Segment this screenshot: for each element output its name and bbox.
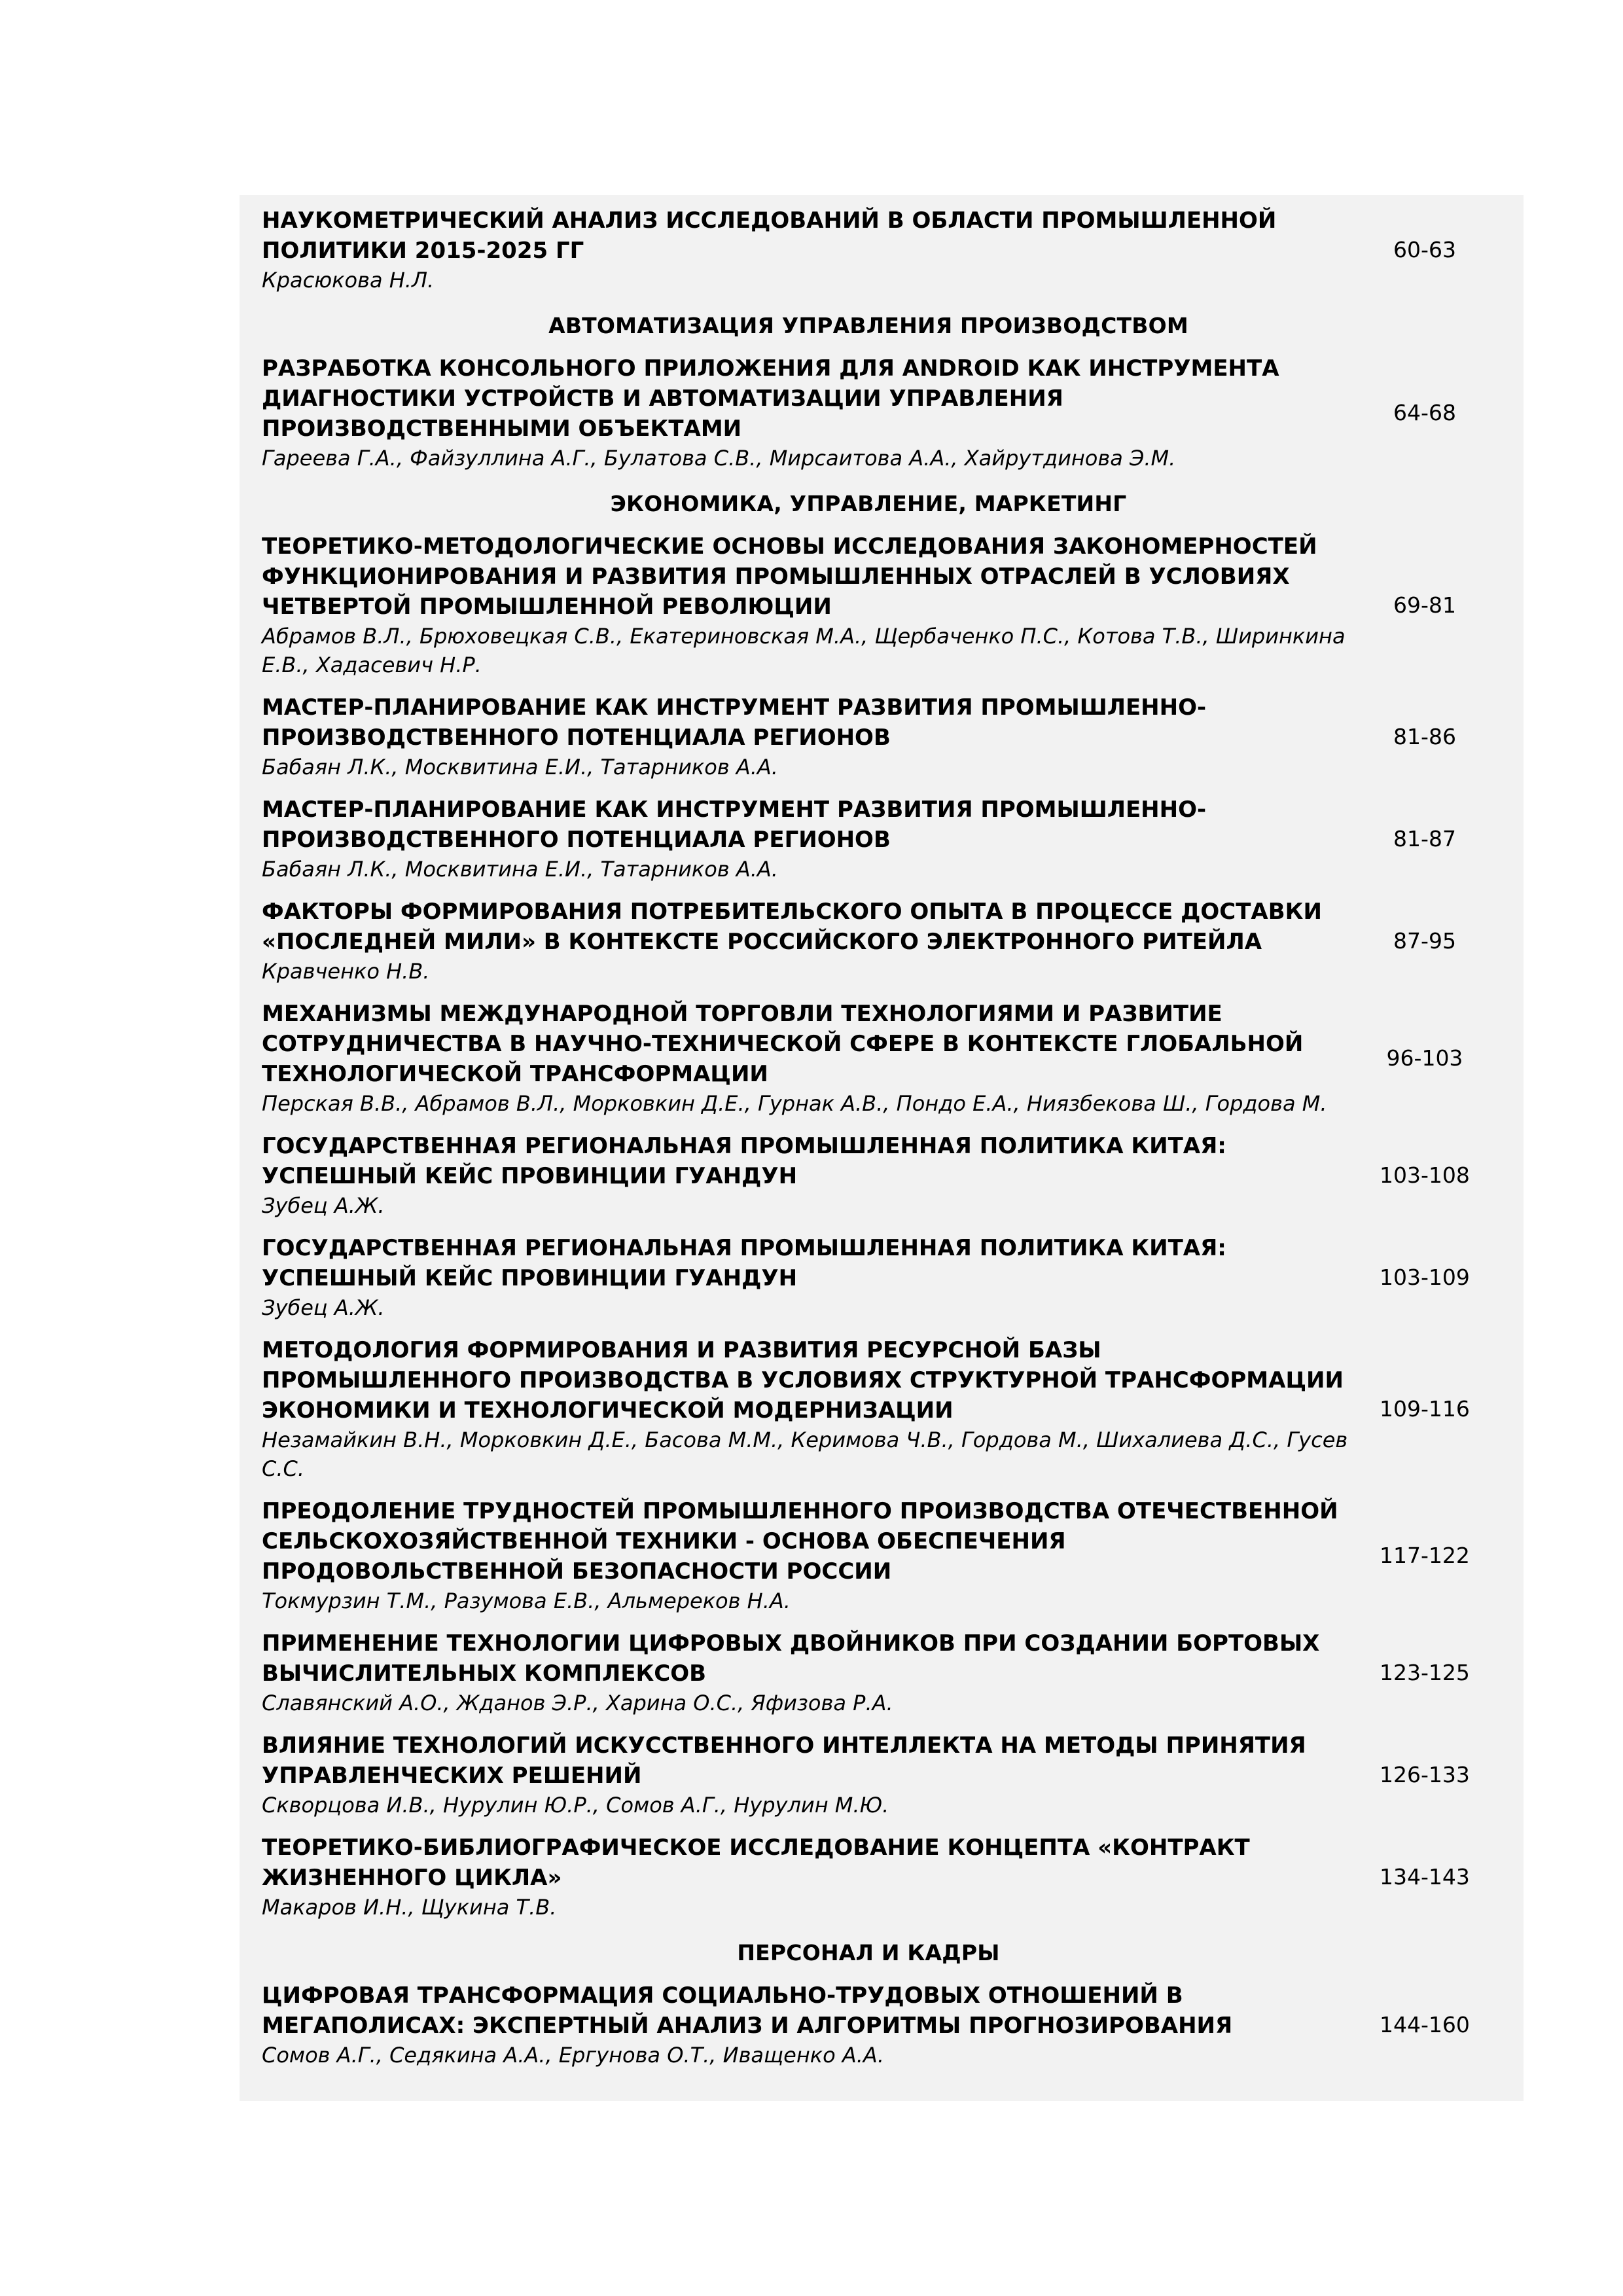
toc-entry-text [240,1731,1352,1820]
article-authors: Макаров И.Н., Щукина Т.В. [262,1895,557,1920]
toc-entry-text [240,1628,1352,1717]
toc-entry-text [240,1496,1352,1615]
article-title: ФАКТОРЫ ФОРМИРОВАНИЯ ПОТРЕБИТЕЛЬСКОГО ОПЫТА В ПРОЦЕССЕ ДОСТАВКИ «ПОСЛЕДНЕЙ МИЛИ» В КОНТЕКСТЕ РОССИЙСКОГО ЭЛЕКТРОННОГО РИТЕЙЛА [262,899,1322,955]
section-heading: АВТОМАТИЗАЦИЯ УПРАВЛЕНИЯ ПРОИЗВОДСТВОМ [548,313,1188,338]
toc-entry[interactable] [240,1127,1524,1229]
article-title: ВЛИЯНИЕ ТЕХНОЛОГИЙ ИСКУССТВЕННОГО ИНТЕЛЛЕКТА НА МЕТОДЫ ПРИНЯТИЯ УПРАВЛЕНЧЕСКИХ РЕШЕНИЙ [262,1732,1306,1789]
article-authors: Сомов А.Г., Седякина А.А., Ергунова О.Т., Иващенко А.А. [262,2043,884,2068]
section-heading: ЭКОНОМИКА, УПРАВЛЕНИЕ, МАРКЕТИНГ [610,491,1127,516]
article-title: РАЗРАБОТКА КОНСОЛЬНОГО ПРИЛОЖЕНИЯ ДЛЯ ANDROID КАК ИНСТРУМЕНТА ДИАГНОСТИКИ УСТРОЙСТВ И АВТОМАТИЗАЦИИ УПРАВЛЕНИЯ ПРОИЗВОДСТВЕННЫМИ ОБЪЕКТАМИ [262,355,1279,442]
toc-entry[interactable] [240,1624,1524,1727]
article-title: ГОСУДАРСТВЕННАЯ РЕГИОНАЛЬНАЯ ПРОМЫШЛЕННАЯ ПОЛИТИКА КИТАЯ: УСПЕШНЫЙ КЕЙС ПРОВИНЦИИ ГУАНДУН [262,1133,1226,1189]
page-range: 103-108 [1380,1162,1470,1188]
article-authors: Гареева Г.А., Файзуллина А.Г., Булатова С.В., Мирсаитова А.А., Хайрутдинова Э.М. [262,446,1176,471]
toc-entry-text [240,353,1352,473]
article-title: ПРИМЕНЕНИЕ ТЕХНОЛОГИИ ЦИФРОВЫХ ДВОЙНИКОВ ПРИ СОЗДАНИИ БОРТОВЫХ ВЫЧИСЛИТЕЛЬНЫХ КОМПЛЕКСОВ [262,1630,1320,1687]
toc-entry[interactable] [240,1829,1524,1931]
article-authors: Бабаян Л.К., Москвитина Е.И., Татарников А.А. [262,755,778,780]
article-authors: Скворцова И.В., Нурулин Ю.Р., Сомов А.Г., Нурулин М.Ю. [262,1793,889,1818]
toc-entry-text [240,999,1352,1118]
page-range: 126-133 [1380,1762,1470,1787]
article-title: МЕХАНИЗМЫ МЕЖДУНАРОДНОЙ ТОРГОВЛИ ТЕХНОЛОГИЯМИ И РАЗВИТИЕ СОТРУДНИЧЕСТВА В НАУЧНО-ТЕХНИЧЕСКОЙ СФЕРЕ В КОНТЕКСТЕ ГЛОБАЛЬНОЙ ТЕХНОЛОГИЧЕСКОЙ ТРАНСФОРМАЦИИ [262,1001,1304,1087]
article-authors: Кравченко Н.В. [262,959,430,984]
toc-entry-text [240,531,1352,679]
toc-entry-text [240,1833,1352,1922]
article-authors: Незамайкин В.Н., Морковкин Д.Е., Басова М.М., Керимова Ч.В., Гордова М., Шихалиева Д.С., Гусев С.С. [262,1427,1348,1481]
toc-entry[interactable] [240,995,1524,1127]
article-title: ТЕОРЕТИКО-БИБЛИОГРАФИЧЕСКОЕ ИССЛЕДОВАНИЕ КОНЦЕПТА «КОНТРАКТ ЖИЗНЕННОГО ЦИКЛА» [262,1835,1250,1891]
section-heading: ПЕРСОНАЛ И КАДРЫ [737,1940,1000,1965]
article-title: МАСТЕР-ПЛАНИРОВАНИЕ КАК ИНСТРУМЕНТ РАЗВИТИЯ ПРОМЫШЛЕННО-ПРОИЗВОДСТВЕННОГО ПОТЕНЦИАЛА РЕГИОНОВ [262,694,1207,751]
toc-entry[interactable] [240,1492,1524,1624]
toc-entry-text [240,692,1352,781]
page-range: 144-160 [1380,2012,1470,2037]
article-title: ГОСУДАРСТВЕННАЯ РЕГИОНАЛЬНАЯ ПРОМЫШЛЕННАЯ ПОЛИТИКА КИТАЯ: УСПЕШНЫЙ КЕЙС ПРОВИНЦИИ ГУАНДУН [262,1235,1226,1291]
toc-entry[interactable] [240,1331,1524,1492]
page-range: 60-63 [1393,237,1456,262]
article-authors: Токмурзин Т.М., Разумова Е.В., Альмереков Н.А. [262,1588,791,1613]
article-title: ПРЕОДОЛЕНИЕ ТРУДНОСТЕЙ ПРОМЫШЛЕННОГО ПРОИЗВОДСТВА ОТЕЧЕСТВЕННОЙ СЕЛЬСКОХОЗЯЙСТВЕННОЙ ТЕХНИКИ - ОСНОВА ОБЕСПЕЧЕНИЯ ПРОДОВОЛЬСТВЕННОЙ БЕЗОПАСНОСТИ РОССИИ [262,1498,1338,1585]
page-range: 123-125 [1380,1660,1470,1685]
article-authors: Перская В.В., Абрамов В.Л., Морковкин Д.Е., Гурнак А.В., Пондо Е.А., Ниязбекова Ш., Гордова М. [262,1091,1327,1116]
toc-entry[interactable] [240,350,1524,482]
page-range: 64-68 [1393,400,1456,425]
article-authors: Красюкова Н.Л. [262,268,435,293]
article-authors: Абрамов В.Л., Брюховецкая С.В., Екатериновская М.А., Щербаченко П.С., Котова Т.В., Ширинкина Е.В., Хадасевич Н.Р. [262,624,1346,677]
page-range: 69-81 [1393,592,1456,618]
article-authors: Зубец А.Ж. [262,1295,385,1320]
toc-entry-text [240,206,1352,295]
article-authors: Зубец А.Ж. [262,1193,385,1218]
toc-entry[interactable] [240,1977,1524,2079]
article-title: МАСТЕР-ПЛАНИРОВАНИЕ КАК ИНСТРУМЕНТ РАЗВИТИЯ ПРОМЫШЛЕННО-ПРОИЗВОДСТВЕННОГО ПОТЕНЦИАЛА РЕГИОНОВ [262,797,1207,853]
page-range: 109-116 [1380,1396,1470,1422]
toc-entry[interactable] [240,1727,1524,1829]
toc-entry-text [240,1335,1352,1483]
toc-entry-text [240,1233,1352,1322]
toc-entry[interactable] [240,528,1524,689]
page-range: 81-86 [1393,724,1456,749]
toc-entry-text [240,795,1352,884]
toc-entry[interactable] [240,1229,1524,1331]
article-title: ЦИФРОВАЯ ТРАНСФОРМАЦИЯ СОЦИАЛЬНО-ТРУДОВЫХ ОТНОШЕНИЙ В МЕГАПОЛИСАХ: ЭКСПЕРТНЫЙ АНАЛИЗ И АЛГОРИТМЫ ПРОГНОЗИРОВАНИЯ [262,1982,1233,2039]
article-title: НАУКОМЕТРИЧЕСКИЙ АНАЛИЗ ИССЛЕДОВАНИЙ В ОБЛАСТИ ПРОМЫШЛЕННОЙ ПОЛИТИКИ 2015-2025 ГГ [262,207,1277,264]
toc-list [240,202,1524,2079]
article-title: ТЕОРЕТИКО-МЕТОДОЛОГИЧЕСКИЕ ОСНОВЫ ИССЛЕДОВАНИЯ ЗАКОНОМЕРНОСТЕЙ ФУНКЦИОНИРОВАНИЯ И РАЗВИТИЯ ПРОМЫШЛЕННЫХ ОТРАСЛЕЙ В УСЛОВИЯХ ЧЕТВЕРТОЙ ПРОМЫШЛЕННОЙ РЕВОЛЮЦИИ [262,533,1317,620]
article-title: МЕТОДОЛОГИЯ ФОРМИРОВАНИЯ И РАЗВИТИЯ РЕСУРСНОЙ БАЗЫ ПРОМЫШЛЕННОГО ПРОИЗВОДСТВА В УСЛОВИЯХ СТРУКТУРНОЙ ТРАНСФОРМАЦИИ ЭКОНОМИКИ И ТЕХНОЛОГИЧЕСКОЙ МОДЕРНИЗАЦИИ [262,1337,1344,1424]
page-range: 81-87 [1393,826,1456,852]
article-authors: Бабаян Л.К., Москвитина Е.И., Татарников А.А. [262,857,778,882]
article-authors: Славянский А.О., Жданов Э.Р., Харина О.С., Яфизова Р.А. [262,1691,893,1715]
table-of-contents [240,195,1524,2101]
toc-entry[interactable] [240,893,1524,995]
page-range: 96-103 [1386,1045,1463,1071]
toc-entry-text [240,1981,1352,2070]
toc-entry-text [240,897,1352,986]
page-range: 103-109 [1380,1265,1470,1290]
toc-entry[interactable] [240,689,1524,791]
toc-entry[interactable] [240,202,1524,304]
toc-entry[interactable] [240,791,1524,893]
toc-entry-text [240,1131,1352,1220]
page-range: 134-143 [1380,1864,1470,1890]
page-range: 117-122 [1380,1543,1470,1568]
page-range: 87-95 [1393,928,1456,954]
